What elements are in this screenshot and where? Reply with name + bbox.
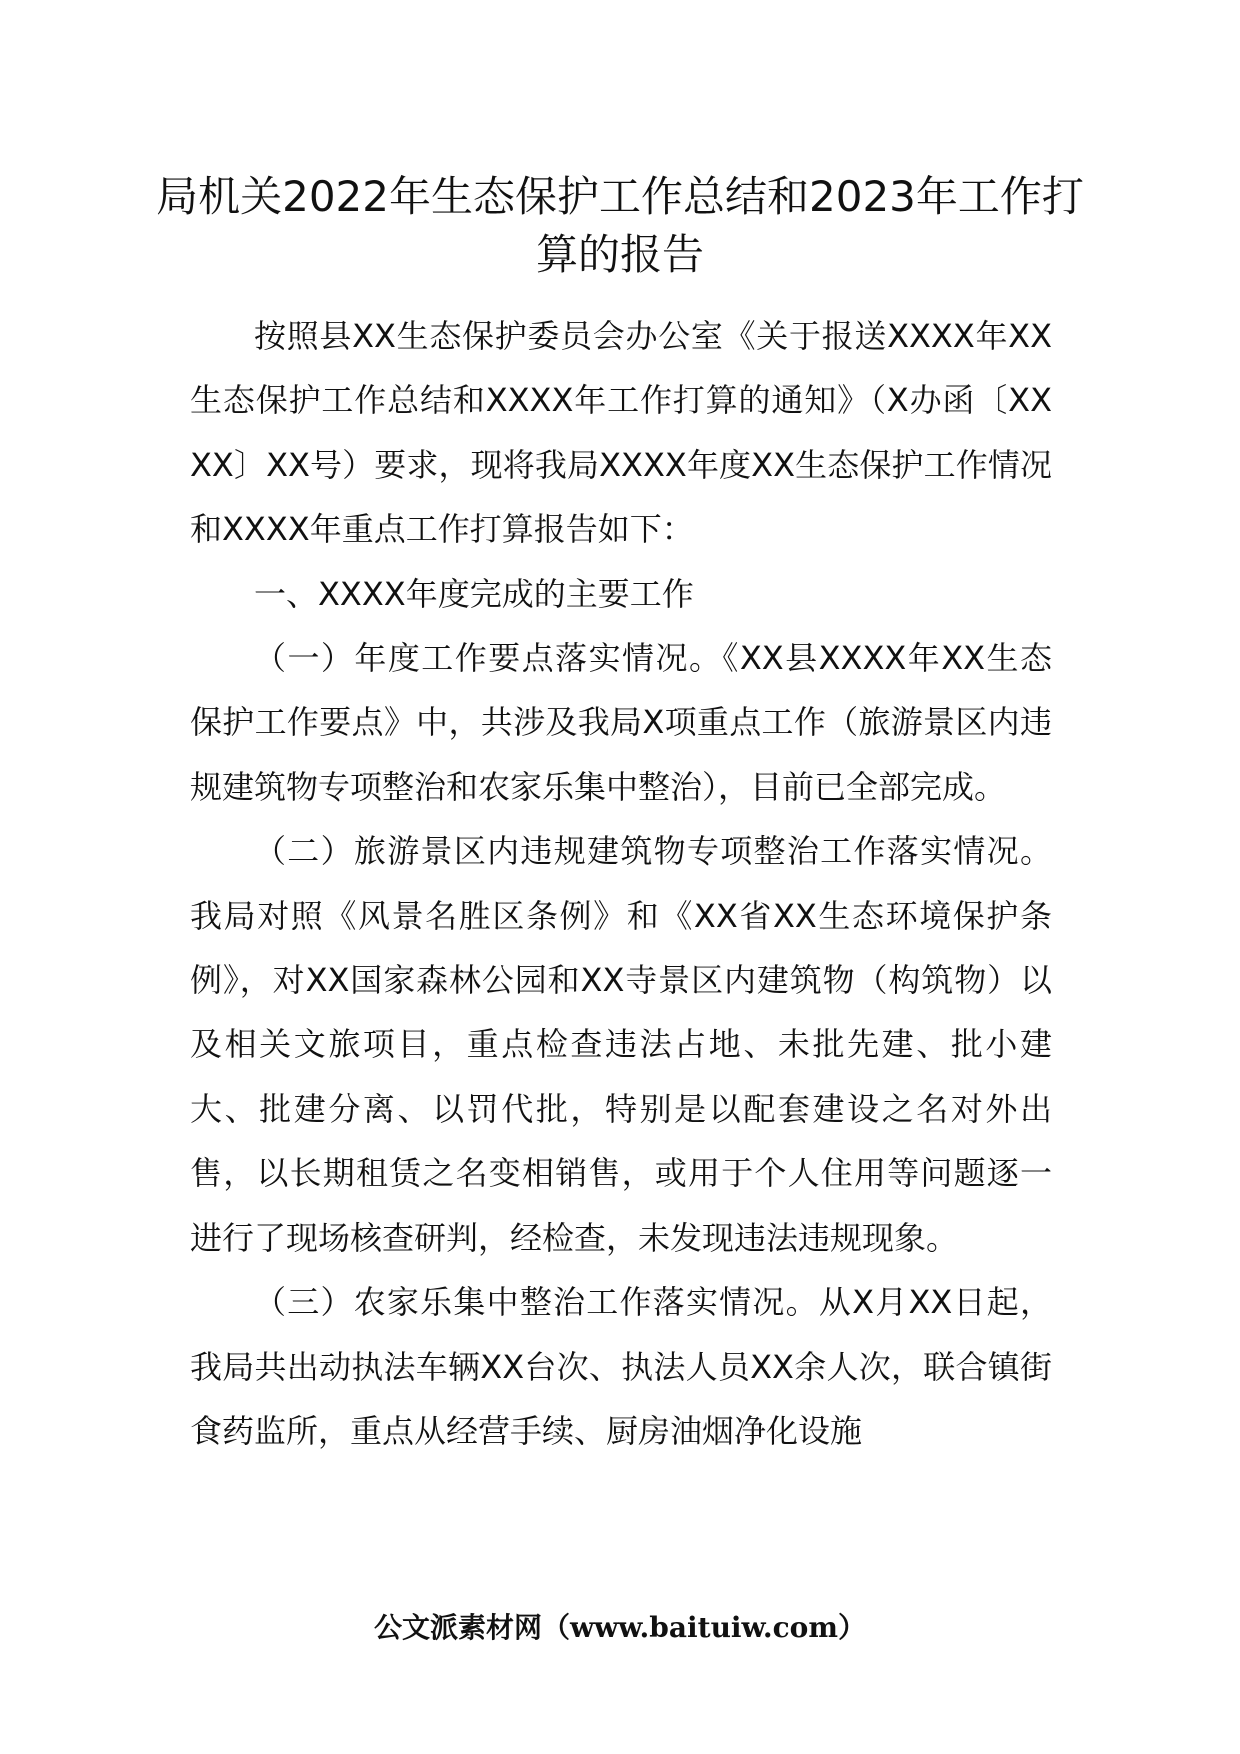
section-heading-1: 一、XXXX年度完成的主要工作 <box>254 574 694 613</box>
document-body <box>190 304 1052 1463</box>
subsection-paragraph-2: （二）旅游景区内违规建筑物专项整治工作落实情况。我局对照《风景名胜区条例》和《XX省XX生态环境保护条例》，对XX国家森林公园和XX寺景区内建筑物（构筑物）以及相关文旅项目，重点检查违法占地、未批先建、批小建大、批建分离、以罚代批，特别是以配套建设之名对外出售，以长期租赁之名变相销售，或用于个人住用等问题逐一进行了现场核查研判，经检查，未发现违法违规现象。 <box>190 832 1052 1257</box>
subsection-paragraph-3: （三）农家乐集中整治工作落实情况。从X月XX日起，我局共出动执法车辆XX台次、执法人员XX余人次，联合镇街食药监所，重点从经营手续、厨房油烟净化设施 <box>190 1283 1052 1450</box>
subsection-paragraph-1: （一）年度工作要点落实情况。《XX县XXXX年XX生态保护工作要点》中，共涉及我局X项重点工作（旅游景区内违规建筑物专项整治和农家乐集中整治），目前已全部完成。 <box>190 639 1052 806</box>
watermark-footer: 公文派素材网（www.baituiw.com） <box>374 1611 866 1644</box>
document-title: 局机关2022年生态保护工作总结和2023年工作打算的报告 <box>156 172 1084 279</box>
intro-paragraph: 按照县XX生态保护委员会办公室《关于报送XXXX年XX生态保护工作总结和XXXX年工作打算的通知》（X办函〔XXXX〕XX号）要求，现将我局XXXX年度XX生态保护工作情况和XXXX年重点工作打算报告如下： <box>190 317 1052 549</box>
